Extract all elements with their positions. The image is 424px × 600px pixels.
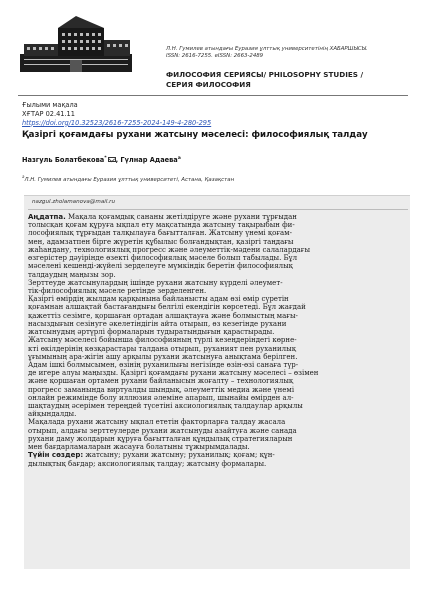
abstract-line: өзгерістер дәуірінде өзекті философиялық мәселе болып табылады. Бұл: [28, 254, 298, 263]
header-divider: [18, 95, 408, 96]
article-type: Ғылыми мақала: [22, 101, 78, 109]
abstract-line: де игере алуы маңызды. Қазіргі қоғамдағы рухани жатсыну мәселесі – өзімен: [28, 369, 319, 378]
abstract-line: қажеттіз сезімге, қоршаған ортадан алшақтауға және болмыстың мағы-: [28, 311, 298, 320]
series-title-line-1: ФИЛОСОФИЯ СЕРИЯСЫ/ PHILOSOPHY STUDIES /: [166, 70, 364, 79]
abstract-line: талдаудың маңызы зор.: [28, 270, 116, 279]
affiliation-marker: a: [22, 174, 25, 179]
article-meta: [22, 101, 211, 127]
abstract-line: жаһандану, технологиялық прогресс және әлеуметтік-мәдени салалардағы: [28, 245, 311, 254]
envelope-icon[interactable]: [108, 157, 116, 163]
abstract-line: қоғамнан алшақтай бастағандығы белгілі екендігін көрсетеді. Бұл жағдай: [28, 303, 306, 312]
affiliation: [22, 174, 234, 183]
keywords-line: Түйін сөздер: жатсыну; рухани жатсыну; руханилық; қоғам; құн-: [28, 451, 275, 460]
abstract-line: мен, адамзатпен бірге жүретін құбылыс болғандықтан, қазіргі таңдағы: [28, 237, 294, 246]
abstract-divider: [28, 209, 408, 210]
abstract-line: Қазіргі өмірдің жылдам қарқынына байланысты адам өзі өмір сүретін: [28, 295, 289, 304]
author-line: [22, 156, 181, 164]
abstract-line: онлайн режимінде болу иллюзия әлеміне апарып, шынайы өмірден ал-: [28, 393, 294, 402]
article-title: Қазіргі қоғамдағы рухани жатсыну мәселесі: философиялық талдау: [22, 130, 368, 140]
affiliation-text: Л.Н. Гумилев атындағы Еуразия ұлттық университеті, Астана, Қазақстан: [24, 176, 235, 183]
university-building-logo: [18, 14, 134, 76]
abstract-line: Жатсыну мәселесі бойынша философияның түрлі кезеңдеріндегі көрне-: [28, 336, 297, 345]
abstract-line: рухани даму жолдарын құруға бағытталған құндылық стратегияларын: [28, 434, 293, 443]
author-marker: *: [104, 156, 107, 161]
series-title-line-2: СЕРИЯ ФИЛОСОФИЯ: [166, 79, 251, 89]
abstract-line: шақтаудың әсерімен тереңдей түсетіні аксиологиялық талдаулар арқылы: [28, 402, 303, 411]
abstract-line: мәселені кешенді-жүйелі зерделеуге мүмкіндік беретін философиялық: [28, 262, 293, 271]
series-title: [166, 70, 416, 89]
journal-name: Л.Н. Гумилев атындағы Еуразия ұлттық университетінің ХАБАРШЫСЫ.: [166, 46, 368, 52]
abstract-line: отырып, алдағы зерттеулерде рухани жатсынуды азайтуға және санада: [28, 426, 297, 435]
abstract-line: Адам ішкі болмысымен, өзінің руханилығы негізінде өзін-өзі санаға түр-: [28, 360, 299, 369]
abstract-line: айқындалды.: [28, 410, 77, 419]
abstract-line: тік-философиялық мәселе ретінде зерделенген.: [28, 286, 207, 295]
abstract: [28, 213, 408, 468]
abstract-line: толысқан қоғам құруға ықпал ету мақсатында жатсыну тақырыбын фи-: [28, 221, 295, 230]
abstract-label: Аңдатпа.: [28, 213, 66, 221]
keywords-label: Түйін сөздер:: [28, 451, 84, 460]
abstract-line: Мақалада рухани жатсыну ықпал ететін факторларға талдау жасала: [28, 418, 286, 427]
abstract-line: жатсынудың әртүрлі формаларын тудыратындығын қарастырады.: [28, 328, 275, 337]
keywords-line: дылықтық бағдар; аксиологиялық талдау; жатсыну формалары.: [28, 459, 267, 468]
article-code: ХҒТАР 02.41.11: [22, 109, 75, 118]
author-marker: a: [177, 156, 181, 161]
journal-issn: ISSN: 2616-7255. eISSN: 2663-2489: [166, 53, 264, 60]
abstract-line: және қоршаған ортамен рухани байланысын жоғалту – технологиялық: [28, 377, 294, 386]
abstract-line: мен бағдарламаларын жасауға болатыны тұжырымдалады.: [28, 443, 250, 452]
abstract-line: кті өкілдерінің көзқарастары талдана отырып, руханият пен руханилық: [28, 344, 296, 353]
abstract-line: прогресс заманында виртуалды шындық, әлеуметтік медиа және үнемі: [28, 385, 295, 394]
abstract-line: ұғымының ара-жігін ашу арқылы рухани жатсынуға анықтама берілген.: [28, 352, 298, 361]
author-name: Назгуль Болатбекова: [22, 156, 105, 165]
author-separator: ,: [115, 156, 121, 165]
contact-email[interactable]: nazgul.zholamanova@mail.ru: [32, 199, 116, 205]
abstract-line: лософиялық тұрғыдан талқылауға бағытталған. Жатсыну үнемі қоғам-: [28, 229, 292, 238]
abstract-line: Зерттеуде жатсынулардың ішінде рухани жатсыну күрделі әлеумет-: [28, 278, 283, 287]
journal-info: [166, 46, 410, 60]
author-name: Гүлнар Адаева: [120, 156, 178, 165]
abstract-line: Аңдатпа. Мақала қоғамдық сананы жетілдіруге және рухани тұрғыдан: [28, 213, 297, 221]
abstract-line: насыздығын сезінуге әкелетіндігін айта отырып, өз кезегінде рухани: [28, 319, 287, 328]
doi-link[interactable]: https://doi.org/10.32523/2616-7255-2024-149-4-280-295: [22, 118, 212, 127]
